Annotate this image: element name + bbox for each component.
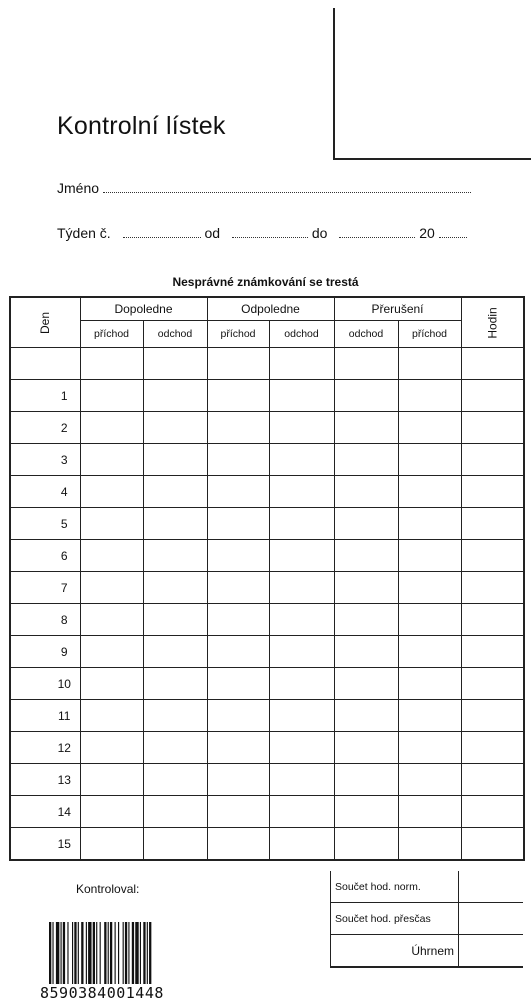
- time-cell[interactable]: [80, 348, 143, 380]
- barcode-image: [47, 922, 237, 986]
- time-cell[interactable]: [461, 412, 524, 444]
- sum-norm-value[interactable]: [459, 871, 524, 903]
- time-cell[interactable]: [398, 668, 461, 700]
- time-cell[interactable]: [461, 444, 524, 476]
- day-number: 5: [10, 508, 80, 540]
- barcode-bar: [81, 922, 83, 984]
- time-cell[interactable]: [269, 412, 334, 444]
- year-field[interactable]: [439, 225, 467, 238]
- week-label: Týden č.: [57, 225, 111, 241]
- time-cell[interactable]: [269, 764, 334, 796]
- time-cell[interactable]: [143, 828, 207, 861]
- time-cell[interactable]: [269, 508, 334, 540]
- time-cell[interactable]: [334, 380, 398, 412]
- time-cell[interactable]: [80, 476, 143, 508]
- time-cell[interactable]: [334, 412, 398, 444]
- time-cell[interactable]: [80, 700, 143, 732]
- day-number: 13: [10, 764, 80, 796]
- sum-overtime-label: Součet hod. přesčas: [331, 903, 459, 935]
- time-cell[interactable]: [80, 604, 143, 636]
- day-number: 10: [10, 668, 80, 700]
- time-cell[interactable]: [461, 348, 524, 380]
- table-row: [10, 796, 524, 828]
- subheader: odchod: [269, 321, 334, 348]
- time-cell[interactable]: [143, 380, 207, 412]
- week-field[interactable]: [123, 225, 201, 238]
- time-cell[interactable]: [80, 636, 143, 668]
- time-cell[interactable]: [143, 476, 207, 508]
- sum-norm-label: Součet hod. norm.: [331, 871, 459, 903]
- day-number: 14: [10, 796, 80, 828]
- time-cell[interactable]: [80, 412, 143, 444]
- time-cell[interactable]: [269, 540, 334, 572]
- barcode-bar: [96, 922, 97, 984]
- name-row: [57, 180, 471, 196]
- time-cell[interactable]: [80, 508, 143, 540]
- time-cell[interactable]: [398, 732, 461, 764]
- subheader: příchod: [398, 321, 461, 348]
- table-row: [10, 540, 524, 572]
- day-number: 9: [10, 636, 80, 668]
- time-cell[interactable]: [143, 796, 207, 828]
- time-cell[interactable]: [398, 828, 461, 861]
- barcode-bar: [104, 922, 106, 984]
- time-cell[interactable]: [80, 380, 143, 412]
- barcode-digits: 8590384001448: [40, 984, 164, 1002]
- time-cell[interactable]: [207, 540, 269, 572]
- time-cell[interactable]: [461, 636, 524, 668]
- time-cell[interactable]: [461, 476, 524, 508]
- time-cell[interactable]: [398, 444, 461, 476]
- time-cell[interactable]: [398, 476, 461, 508]
- time-cell[interactable]: [207, 476, 269, 508]
- barcode-bar: [128, 922, 129, 984]
- total-value[interactable]: [459, 935, 524, 968]
- table-row: [10, 444, 524, 476]
- time-cell[interactable]: [207, 636, 269, 668]
- time-cell[interactable]: [207, 796, 269, 828]
- time-cell[interactable]: [143, 636, 207, 668]
- barcode-bar: [147, 922, 148, 984]
- barcode-bar: [108, 922, 109, 984]
- barcode-bar: [123, 922, 124, 984]
- time-cell[interactable]: [143, 732, 207, 764]
- stamp-box: [333, 8, 531, 160]
- time-cell[interactable]: [461, 508, 524, 540]
- day-number: 2: [10, 412, 80, 444]
- week-row: [57, 225, 467, 241]
- table-row: [10, 604, 524, 636]
- time-cell[interactable]: [461, 572, 524, 604]
- day-number: 8: [10, 604, 80, 636]
- time-cell[interactable]: [461, 668, 524, 700]
- time-cell[interactable]: [334, 444, 398, 476]
- time-cell[interactable]: [207, 668, 269, 700]
- barcode-bar: [132, 922, 134, 984]
- time-cell[interactable]: [461, 380, 524, 412]
- subheader: odchod: [143, 321, 207, 348]
- day-number: 4: [10, 476, 80, 508]
- time-cell[interactable]: [80, 796, 143, 828]
- time-cell[interactable]: [269, 348, 334, 380]
- time-cell[interactable]: [334, 476, 398, 508]
- table-row: [10, 668, 524, 700]
- time-cell[interactable]: [143, 700, 207, 732]
- time-cell[interactable]: [207, 764, 269, 796]
- barcode-bar: [74, 922, 76, 984]
- time-cell[interactable]: [461, 828, 524, 861]
- barcode-bar: [72, 922, 73, 984]
- time-cell[interactable]: [143, 540, 207, 572]
- time-cell[interactable]: [398, 412, 461, 444]
- day-number: 3: [10, 444, 80, 476]
- checked-by-label: Kontroloval:: [76, 882, 140, 896]
- time-cell[interactable]: [269, 476, 334, 508]
- group-morning: Dopoledne: [80, 297, 207, 321]
- time-cell[interactable]: [143, 668, 207, 700]
- time-cell[interactable]: [334, 348, 398, 380]
- time-cell[interactable]: [398, 508, 461, 540]
- table-row: [10, 412, 524, 444]
- day-number: 6: [10, 540, 80, 572]
- group-break: Přerušení: [334, 297, 461, 321]
- time-cell[interactable]: [269, 604, 334, 636]
- time-cell[interactable]: [80, 732, 143, 764]
- barcode-bar: [149, 922, 151, 984]
- barcode-bar: [78, 922, 79, 984]
- time-cell[interactable]: [207, 828, 269, 861]
- time-cell[interactable]: [207, 380, 269, 412]
- time-cell[interactable]: [334, 732, 398, 764]
- day-number: [10, 348, 80, 380]
- hours-header: Hodin: [461, 297, 524, 348]
- barcode-bar: [61, 922, 62, 984]
- time-cell[interactable]: [334, 828, 398, 861]
- time-cell[interactable]: [461, 732, 524, 764]
- time-cell[interactable]: [269, 380, 334, 412]
- barcode-bar: [115, 922, 116, 984]
- day-number: 15: [10, 828, 80, 861]
- table-row: [10, 828, 524, 861]
- time-cell[interactable]: [269, 732, 334, 764]
- name-label: Jméno: [57, 180, 100, 196]
- time-cell[interactable]: [207, 412, 269, 444]
- barcode-bar: [140, 922, 141, 984]
- time-cell[interactable]: [143, 604, 207, 636]
- barcode-bar: [52, 922, 53, 984]
- barcode-bar: [143, 922, 145, 984]
- barcode-bar: [93, 922, 95, 984]
- time-cell[interactable]: [80, 668, 143, 700]
- barcode-bar: [56, 922, 59, 984]
- time-cell[interactable]: [461, 764, 524, 796]
- summary-table: [330, 871, 523, 968]
- barcode-bar: [86, 922, 87, 984]
- barcode-bar: [110, 922, 112, 984]
- barcode-bar: [63, 922, 65, 984]
- time-cell[interactable]: [207, 572, 269, 604]
- time-cell[interactable]: [334, 668, 398, 700]
- time-cell[interactable]: [269, 572, 334, 604]
- to-label: do: [311, 225, 328, 241]
- time-cell[interactable]: [269, 700, 334, 732]
- to-field[interactable]: [339, 225, 415, 238]
- time-cell[interactable]: [334, 508, 398, 540]
- time-cell[interactable]: [143, 508, 207, 540]
- time-cell[interactable]: [207, 508, 269, 540]
- time-cell[interactable]: [143, 444, 207, 476]
- time-cell[interactable]: [143, 572, 207, 604]
- time-cell[interactable]: [398, 572, 461, 604]
- barcode-bar: [125, 922, 127, 984]
- subheader: příchod: [80, 321, 143, 348]
- table-row: [10, 700, 524, 732]
- table-row: [10, 348, 524, 380]
- barcode-bar: [67, 922, 68, 984]
- time-cell[interactable]: [334, 540, 398, 572]
- time-cell[interactable]: [207, 700, 269, 732]
- table-row: [10, 572, 524, 604]
- time-cell[interactable]: [334, 636, 398, 668]
- time-cell[interactable]: [207, 348, 269, 380]
- table-row: [10, 764, 524, 796]
- table-row: [10, 508, 524, 540]
- time-cell[interactable]: [398, 764, 461, 796]
- time-cell[interactable]: [334, 572, 398, 604]
- time-cell[interactable]: [80, 828, 143, 861]
- warning-text: Nesprávné známkování se trestá: [172, 275, 359, 289]
- time-cell[interactable]: [334, 700, 398, 732]
- time-cell[interactable]: [334, 764, 398, 796]
- page-title: Kontrolní lístek: [57, 112, 226, 140]
- time-cell[interactable]: [461, 540, 524, 572]
- time-cell[interactable]: [461, 604, 524, 636]
- time-cell[interactable]: [80, 572, 143, 604]
- time-cell[interactable]: [398, 796, 461, 828]
- barcode-bar: [100, 922, 101, 984]
- group-afternoon: Odpoledne: [207, 297, 334, 321]
- time-cell[interactable]: [269, 444, 334, 476]
- from-label: od: [204, 225, 221, 241]
- sum-overtime-value[interactable]: [459, 903, 524, 935]
- attendance-table: [9, 296, 525, 861]
- name-field[interactable]: [103, 180, 471, 193]
- day-header: Den: [10, 297, 80, 348]
- year-prefix: 20: [419, 225, 435, 241]
- time-cell[interactable]: [143, 348, 207, 380]
- subheader: odchod: [334, 321, 398, 348]
- day-number: 11: [10, 700, 80, 732]
- time-cell[interactable]: [143, 764, 207, 796]
- time-cell[interactable]: [398, 540, 461, 572]
- time-cell[interactable]: [207, 604, 269, 636]
- table-row: [10, 636, 524, 668]
- time-cell[interactable]: [80, 444, 143, 476]
- time-cell[interactable]: [461, 796, 524, 828]
- from-field[interactable]: [232, 225, 308, 238]
- time-cell[interactable]: [269, 636, 334, 668]
- time-cell[interactable]: [398, 348, 461, 380]
- time-cell[interactable]: [80, 764, 143, 796]
- table-row: [10, 476, 524, 508]
- time-cell[interactable]: [269, 796, 334, 828]
- time-cell[interactable]: [269, 668, 334, 700]
- time-cell[interactable]: [398, 604, 461, 636]
- time-cell[interactable]: [461, 700, 524, 732]
- total-label: Úhrnem: [331, 935, 459, 968]
- time-cell[interactable]: [398, 636, 461, 668]
- day-number: 1: [10, 380, 80, 412]
- time-cell[interactable]: [80, 540, 143, 572]
- table-row: [10, 732, 524, 764]
- time-cell[interactable]: [207, 732, 269, 764]
- table-row: [10, 380, 524, 412]
- barcode-bar: [135, 922, 138, 984]
- time-cell[interactable]: [334, 796, 398, 828]
- subheader: příchod: [207, 321, 269, 348]
- day-number: 12: [10, 732, 80, 764]
- day-number: 7: [10, 572, 80, 604]
- time-cell[interactable]: [398, 380, 461, 412]
- time-cell[interactable]: [207, 444, 269, 476]
- time-cell[interactable]: [269, 828, 334, 861]
- time-cell[interactable]: [398, 700, 461, 732]
- barcode-bar: [49, 922, 51, 984]
- time-cell[interactable]: [334, 604, 398, 636]
- time-cell[interactable]: [143, 412, 207, 444]
- barcode-bar: [88, 922, 91, 984]
- barcode-bar: [118, 922, 119, 984]
